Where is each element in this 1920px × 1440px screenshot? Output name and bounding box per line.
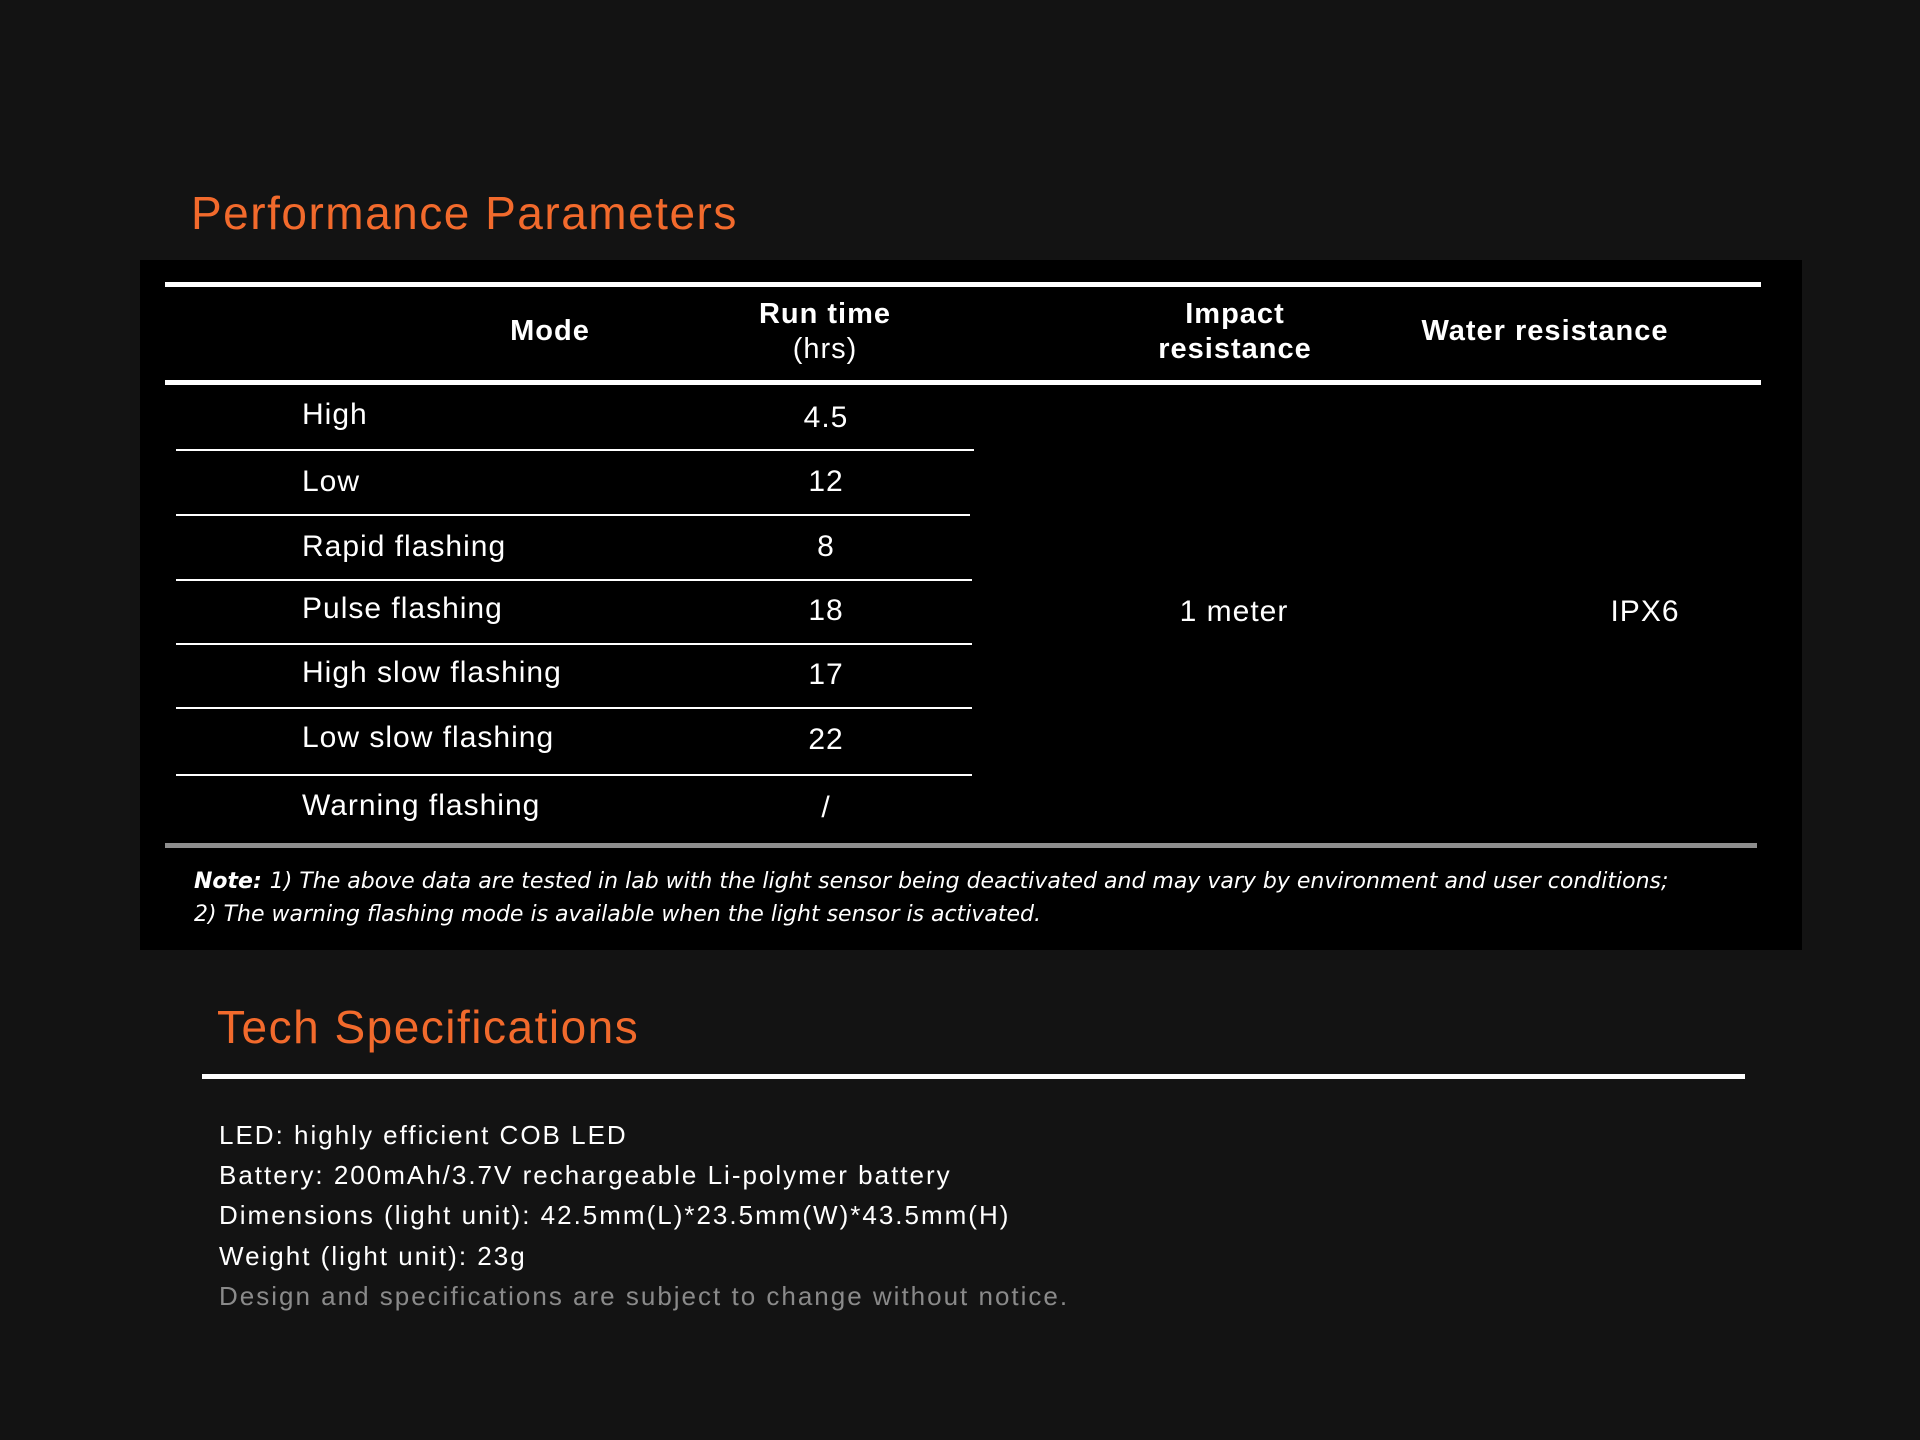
tech-specs-title: Tech Specifications (217, 1001, 640, 1053)
note-line-1 (194, 865, 1668, 898)
water-resistance-value: IPX6 (1610, 595, 1680, 628)
header-water-resistance: Water resistance (1421, 315, 1669, 347)
header-run-time (680, 297, 970, 367)
row-divider (176, 643, 972, 645)
row-run-warning: / (821, 791, 831, 824)
note-text-1: 1) The above data are tested in lab with the light sensor being deactivated and may vary by environment and user conditions; (269, 869, 1669, 894)
header-impact-line1: Impact (1185, 298, 1285, 330)
note-text-2: 2) The warning flashing mode is available when the light sensor is activated. (194, 902, 1041, 927)
row-mode-high: High (302, 398, 368, 431)
spec-led: LED: highly efficient COB LED (219, 1120, 628, 1150)
row-divider (176, 774, 972, 776)
spec-dimensions: Dimensions (light unit): 42.5mm(L)*23.5mm(W)*43.5mm(H) (219, 1200, 1011, 1230)
row-mode-high-slow: High slow flashing (302, 656, 562, 689)
row-divider (176, 449, 974, 451)
row-run-low-slow: 22 (808, 723, 844, 756)
row-run-low: 12 (808, 465, 844, 498)
row-mode-low: Low (302, 465, 361, 498)
row-mode-low-slow: Low slow flashing (302, 721, 555, 754)
row-divider (176, 514, 970, 516)
row-run-high-slow: 17 (808, 658, 844, 691)
row-divider (176, 579, 972, 581)
table-header-rule (165, 380, 1761, 385)
row-run-rapid: 8 (817, 530, 835, 563)
header-mode: Mode (510, 315, 590, 347)
tech-specs-rule (202, 1074, 1745, 1079)
row-divider (176, 707, 972, 709)
spec-disclaimer: Design and specifications are subject to change without notice. (219, 1281, 1070, 1311)
note-label: Note: (194, 869, 262, 894)
performance-table-panel (140, 260, 1802, 950)
table-bottom-rule (165, 843, 1757, 848)
row-run-pulse: 18 (808, 594, 844, 627)
row-mode-warning: Warning flashing (302, 789, 541, 822)
impact-resistance-value: 1 meter (1179, 595, 1289, 628)
row-mode-pulse: Pulse flashing (302, 592, 503, 625)
header-run-time-label: Run time (758, 298, 892, 330)
row-mode-rapid: Rapid flashing (302, 530, 507, 563)
table-top-rule (165, 282, 1761, 287)
table-note (194, 865, 1668, 931)
performance-title: Performance Parameters (191, 187, 738, 239)
row-run-high: 4.5 (803, 401, 849, 434)
header-impact-line2: resistance (1158, 333, 1312, 365)
spec-weight: Weight (light unit): 23g (219, 1241, 527, 1271)
spec-battery: Battery: 200mAh/3.7V rechargeable Li-polymer battery (219, 1160, 952, 1190)
header-run-time-unit: (hrs) (792, 333, 858, 365)
